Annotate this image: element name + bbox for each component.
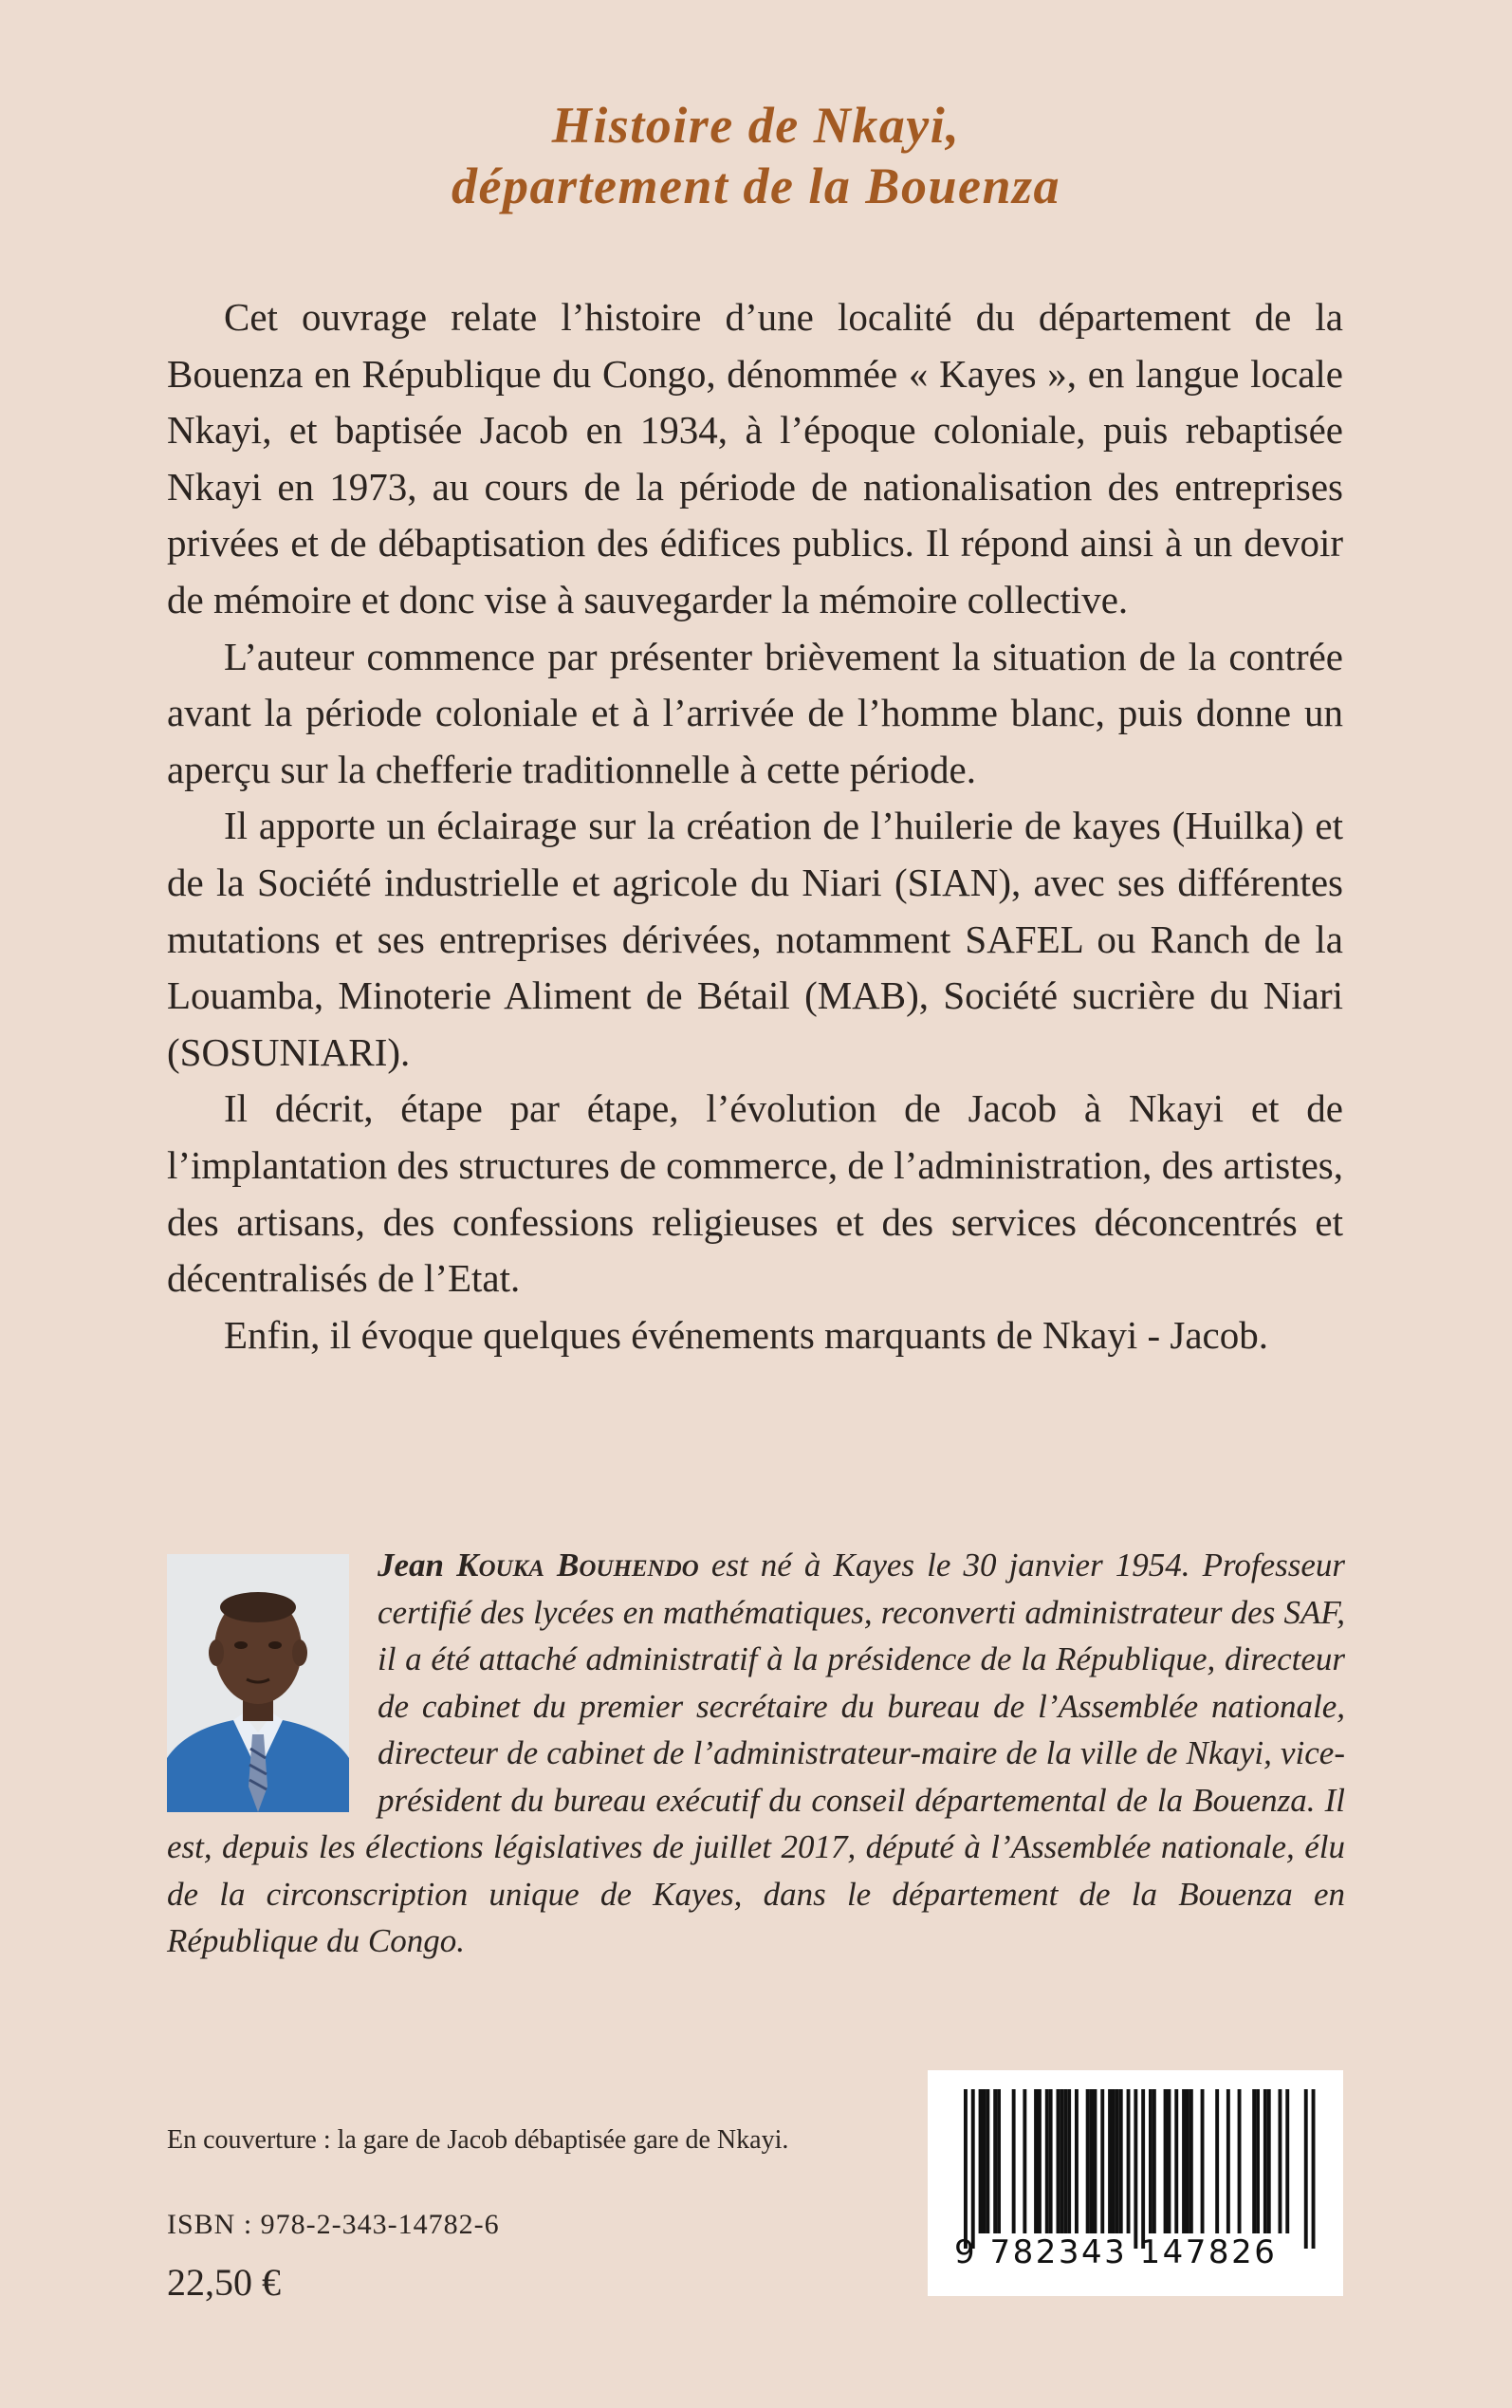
- barcode-bar: [1168, 2089, 1171, 2233]
- author-bio-text: est né à Kayes le 30 janvier 1954. Professeur certifié des lycées en mathématiques, reconverti administrateur des SAF, il a été attaché administratif à la présidence de la République, directeur de cabinet du premier secrétaire du bureau de l’Assemblée nationale, directeur de cabinet de l’administrateur-maire de la ville de Nkayi, vice-président du bureau exécutif du conseil départemental de la Bouenza. Il est, depuis les élections législatives de juillet 2017, député à l’Assemblée nationale, élu de la circonscription unique de Kayes, dans le département de la Bouenza en République du Congo.: [167, 1547, 1346, 1959]
- synopsis-paragraph-1: Cet ouvrage relate l’histoire d’une localité du département de la Bouenza en République du Congo, dénommée « Kayes », en langue locale Nkayi, et baptisée Jacob en 1934, à l’époque coloniale, puis rebaptisée Nkayi en 1973, au cours de la période de nationalisation des entreprises privées et de débaptisation des édifices publics. Il répond ainsi à un devoir de mémoire et donc vise à sauvegarder la mémoire collective.: [167, 295, 1343, 621]
- barcode-bar: [1134, 2089, 1137, 2249]
- barcode-bar: [964, 2089, 968, 2249]
- barcode-bar: [1034, 2089, 1038, 2233]
- barcode-bar: [983, 2089, 986, 2233]
- barcode-bar: [1285, 2089, 1289, 2233]
- barcode-bar: [1108, 2089, 1112, 2233]
- price: 22,50 €: [167, 2261, 281, 2304]
- barcode-bar: [1152, 2089, 1156, 2233]
- author-first-name: Jean: [378, 1547, 444, 1584]
- barcode-bar: [1119, 2089, 1123, 2233]
- barcode-bar: [1226, 2089, 1230, 2233]
- synopsis-paragraph-4: Il décrit, étape par étape, l’évolution de Jacob à Nkayi et de l’implantation des structures de commerce, de l’administration, des artistes, des artisans, des confessions religieuses et des services déconcentrés et décentralisés de l’Etat.: [167, 1086, 1343, 1301]
- barcode-bar: [971, 2089, 975, 2249]
- barcode-bar: [1045, 2089, 1049, 2233]
- book-title: [0, 95, 1512, 216]
- barcode-bar: [1149, 2089, 1152, 2233]
- synopsis-paragraph-5: Enfin, il évoque quelques événements marquants de Nkayi - Jacob.: [224, 1312, 1268, 1357]
- barcode-bar: [1238, 2089, 1242, 2233]
- barcode-bar: [1141, 2089, 1145, 2249]
- barcode-bar: [1127, 2089, 1131, 2233]
- barcode-bar: [1215, 2089, 1219, 2233]
- isbn: ISBN : 978-2-343-14782-6: [167, 2209, 500, 2240]
- barcode-bar: [1038, 2089, 1042, 2233]
- barcode-bar: [1174, 2089, 1178, 2233]
- synopsis-paragraph-3: Il apporte un éclairage sur la création de l’huilerie de kayes (Huilka) et de la Société industrielle et agricole du Niari (SIAN), avec ses différentes mutations et ses entreprises dérivées, notamment SAFEL ou Ranch de la Louamba, Minoterie Aliment de Bétail (MAB), Société sucrière du Niari (SOSUNIARI).: [167, 804, 1343, 1074]
- barcode-bar: [1063, 2089, 1067, 2233]
- barcode-bar: [1090, 2089, 1094, 2233]
- barcode-bar: [1023, 2089, 1026, 2233]
- barcode-bar: [1049, 2089, 1053, 2233]
- barcode-bar: [1164, 2089, 1168, 2233]
- barcode-bar: [1116, 2089, 1119, 2233]
- barcode-bar: [1201, 2089, 1205, 2233]
- barcode-bar: [1094, 2089, 1097, 2233]
- barcode-digits: 9 782343 147826: [954, 2233, 1278, 2271]
- barcode-bar: [993, 2089, 997, 2233]
- title-line-2: département de la Bouenza: [452, 157, 1060, 214]
- barcode-bar: [1189, 2089, 1193, 2233]
- title-line-1: Histoire de Nkayi,: [551, 97, 961, 154]
- barcode-bar: [1100, 2089, 1104, 2233]
- barcode-bar: [1086, 2089, 1090, 2233]
- barcode-bar: [1060, 2089, 1063, 2233]
- synopsis: [167, 289, 1343, 1363]
- barcode-bar: [1263, 2089, 1267, 2233]
- author-last-name: Kouka Bouhendo: [456, 1547, 699, 1584]
- barcode: [928, 2070, 1343, 2296]
- synopsis-paragraph-2: L’auteur commence par présenter brièvement la situation de la contrée avant la période coloniale et à l’arrivée de l’homme blanc, puis donne un aperçu sur la chefferie traditionnelle à cette période.: [167, 634, 1343, 791]
- barcode-bar: [1256, 2089, 1260, 2233]
- barcode-bar: [1112, 2089, 1116, 2233]
- author-photo: [167, 1554, 349, 1812]
- barcode-bar: [1075, 2089, 1079, 2233]
- barcode-bar: [986, 2089, 989, 2233]
- barcode-bar: [1252, 2089, 1256, 2233]
- barcode-bar: [1012, 2089, 1016, 2233]
- barcode-bar: [979, 2089, 983, 2233]
- barcode-bar: [1186, 2089, 1189, 2233]
- barcode-bar: [1279, 2089, 1282, 2233]
- cover-credit: En couverture : la gare de Jacob débaptisée gare de Nkayi.: [167, 2125, 789, 2155]
- author-section: [167, 1542, 1345, 1965]
- barcode-bar: [1057, 2089, 1060, 2233]
- barcode-bar: [1267, 2089, 1271, 2233]
- barcode-bar: [997, 2089, 1001, 2233]
- barcode-bar: [1067, 2089, 1071, 2233]
- barcode-bar: [1304, 2089, 1308, 2249]
- barcode-bar: [1312, 2089, 1316, 2249]
- barcode-bar: [1182, 2089, 1186, 2233]
